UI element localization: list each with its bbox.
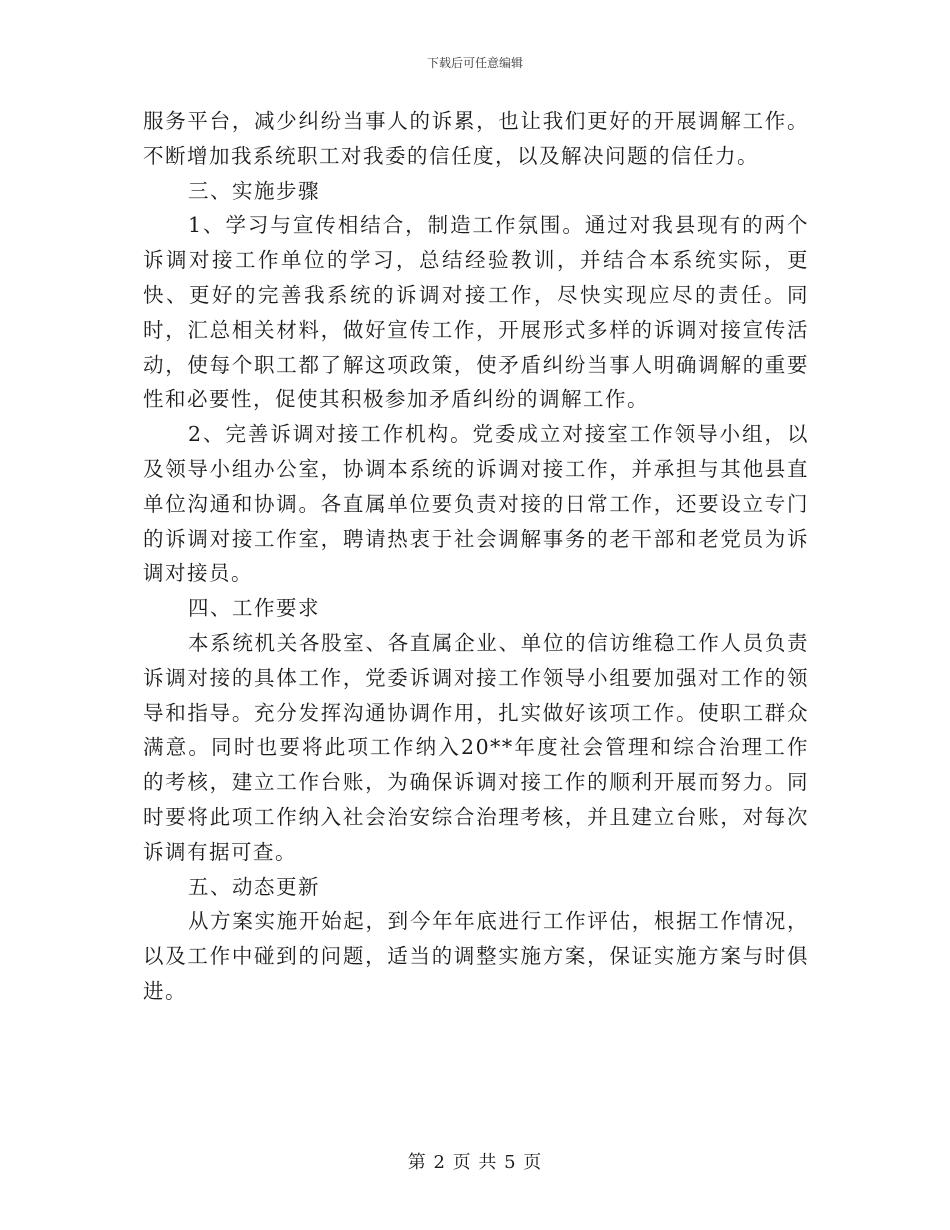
paragraph-intro: 服务平台，减少纠纷当事人的诉累，也让我们更好的开展调解工作。不断增加我系统职工对我委的信任度，以及解决问题的信任力。 (143, 109, 809, 168)
section-heading-work-requirements: 四、工作要求 (188, 596, 320, 621)
paragraph-step-2: 2、完善诉调对接工作机构。党委成立对接室工作领导小组，以及领导小组办公室，协调本系统的诉调对接工作，并承担与其他县直单位沟通和协调。各直属单位要负责对接的日常工作，还要设立专门的诉调对接工作室，聘请热衷于社会调解事务的老干部和老党员为诉调对接员。 (143, 422, 809, 586)
document-body (143, 104, 809, 1009)
paragraph-work-requirements: 本系统机关各股室、各直属企业、单位的信访维稳工作人员负责诉调对接的具体工作，党委诉调对接工作领导小组要加强对工作的领导和指导。充分发挥沟通协调作用，扎实做好该项工作。使职工群众满意。同时也要将此项工作纳入20**年度社会管理和综合治理工作的考核，建立工作台账，为确保诉调对接工作的顺利开展而努力。同时要将此项工作纳入社会治安综合治理考核，并且建立台账，对每次诉调有据可查。 (143, 630, 809, 864)
paragraph-step-1: 1、学习与宣传相结合，制造工作氛围。通过对我县现有的两个诉调对接工作单位的学习，总结经验教训，并结合本系统实际，更快、更好的完善我系统的诉调对接工作，尽快实现应尽的责任。同时，汇总相关材料，做好宣传工作，开展形式多样的诉调对接宣传活动，使每个职工都了解这项政策，使矛盾纠纷当事人明确调解的重要性和必要性，促使其积极参加矛盾纠纷的调解工作。 (143, 213, 809, 412)
section-heading-implementation-steps: 三、实施步骤 (188, 178, 320, 203)
page-header: 下载后可任意编辑 (426, 56, 523, 70)
page-number-footer: 第 2 页 共 5 页 (407, 1152, 543, 1173)
section-heading-dynamic-update: 五、动态更新 (188, 874, 320, 899)
paragraph-dynamic-update: 从方案实施开始起，到今年年底进行工作评估，根据工作情况，以及工作中碰到的问题，适当的调整实施方案，保证实施方案与时俱进。 (143, 909, 809, 1003)
